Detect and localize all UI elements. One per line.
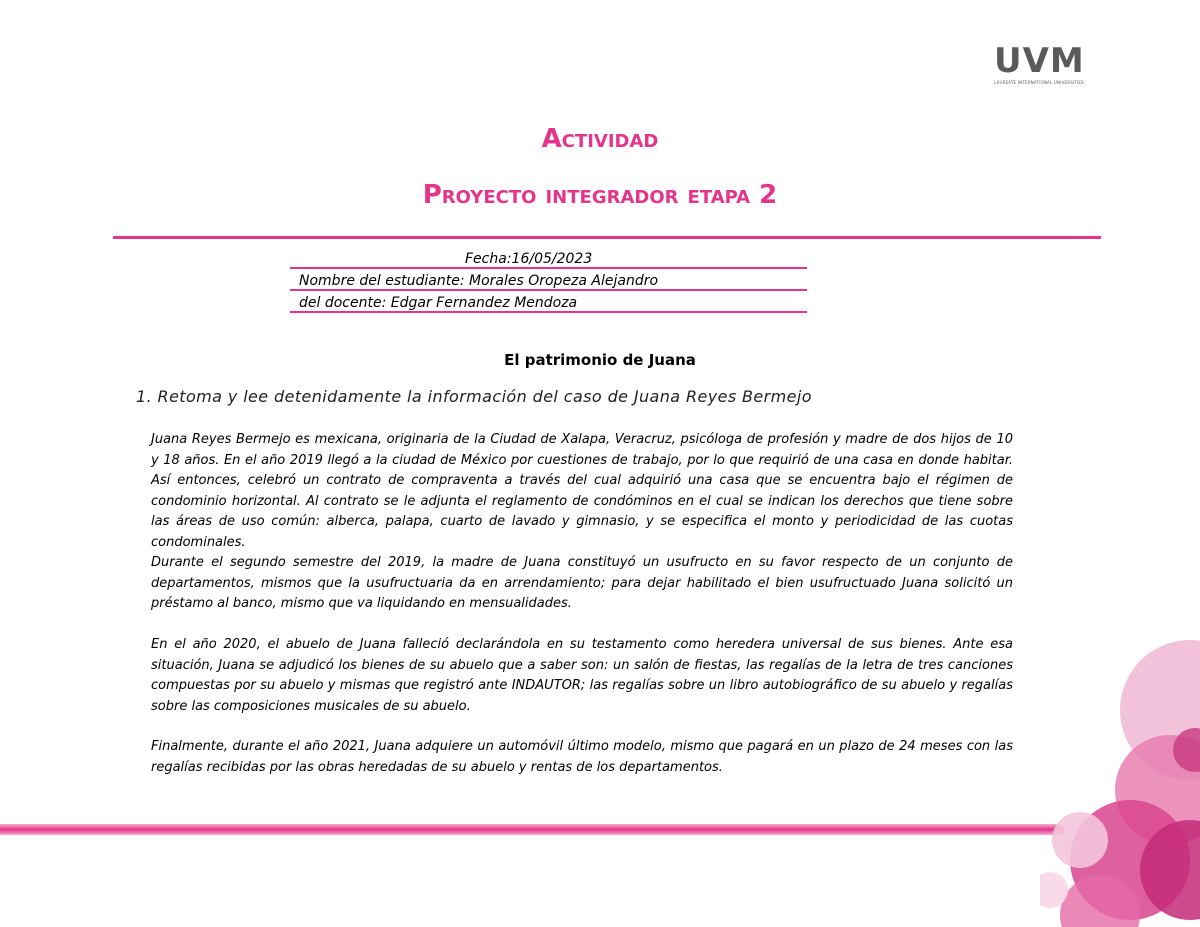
teacher-name-field: del docente: Edgar Fernandez Mendoza (290, 293, 807, 313)
page-title: Actividad (541, 124, 659, 154)
logo-text: UVM (994, 41, 1085, 81)
uvm-logo (994, 41, 1090, 85)
question-heading: 1. Retoma y lee detenidamente la información del caso de Juana Reyes Bermejo (136, 387, 812, 406)
bottom-divider (0, 824, 1064, 835)
logo-tagline: LAUREATE INTERNATIONAL UNIVERSITIES (994, 80, 1084, 85)
top-divider (113, 236, 1101, 239)
paragraph-1: Juana Reyes Bermejo es mexicana, originaria de la Ciudad de Xalapa, Veracruz, psicóloga de profesión y madre de dos hijos de 10 y 18 años. En el año 2019 llegó a la ciudad de México por cuestiones de trabajo, por lo que requirió de una casa en donde habitar. Así entonces, celebró un contrato de compraventa a través del cual adquirió una casa que se encuentra bajo el régimen de condominio horizontal. Al contrato se le adjunta el reglamento de condóminos en el cual se indican los derechos que tiene sobre las áreas de uso común: alberca, palapa, cuarto de lavado y gimnasio, y se especifica el monto y periodicidad de las cuotas condominales. (151, 432, 1013, 550)
student-name-field: Nombre del estudiante: Morales Oropeza Alejandro (290, 271, 807, 291)
page-subtitle: Proyecto integrador etapa 2 (422, 180, 778, 210)
section-title: El patrimonio de Juana (504, 351, 696, 369)
paragraph-3: En el año 2020, el abuelo de Juana falleció declarándola en su testamento como heredera universal de sus bienes. Ante esa situación, Juana se adjudicó los bienes de su abuelo que a saber son: un salón de fiestas, las regalías de la letra de tres canciones compuestas por su abuelo y mismas que registró ante INDAUTOR; las regalías sobre un libro autobiográfico de su abuelo y regalías sobre las composiciones musicales de su abuelo. (151, 637, 1013, 714)
paragraph-4: Finalmente, durante el año 2021, Juana adquiere un automóvil último modelo, mismo que pagará en un plazo de 24 meses con las regalías recibidas por las obras heredadas de su abuelo y rentas de los departamentos. (151, 739, 1013, 775)
decorative-circles-graphic (1040, 640, 1200, 927)
date-field: Fecha:16/05/2023 (290, 249, 807, 269)
paragraph-2: Durante el segundo semestre del 2019, la madre de Juana constituyó un usufructo en su favor respecto de un conjunto de departamentos, mismos que la usufructuaria da en arrendamiento; para dejar habilitado el bien usufructuado Juana solicitó un préstamo al banco, mismo que va liquidando en mensualidades. (151, 555, 1013, 611)
